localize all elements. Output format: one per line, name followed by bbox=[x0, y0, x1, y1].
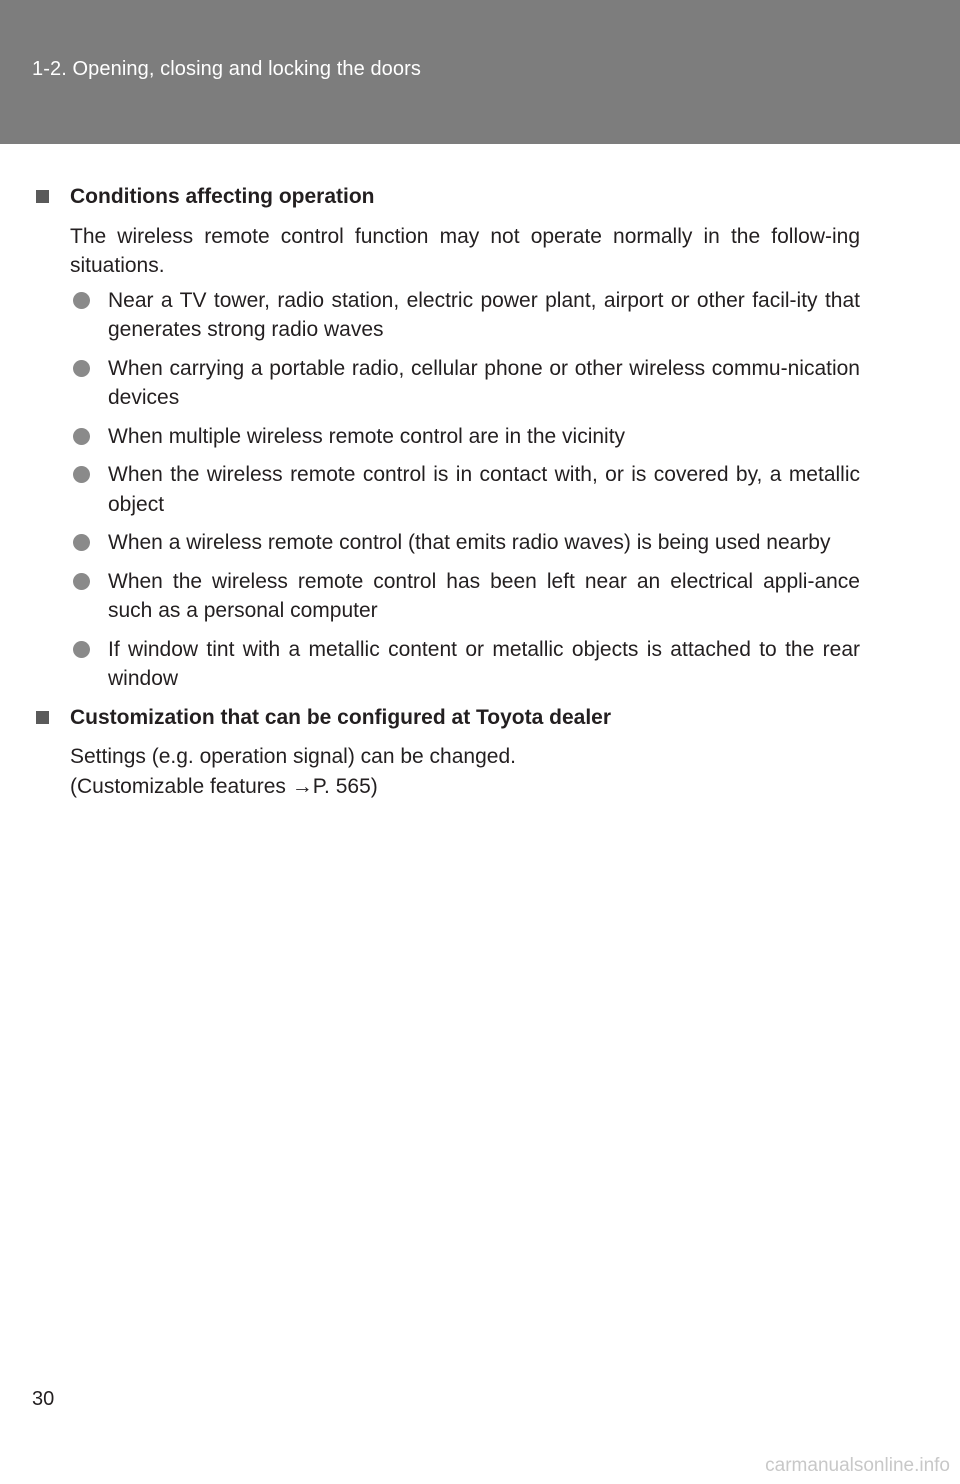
section-heading-conditions: Conditions affecting operation bbox=[36, 182, 860, 212]
customization-text bbox=[70, 742, 860, 801]
list-item: When multiple wireless remote control are in the vicinity bbox=[70, 422, 860, 452]
list-item: If window tint with a metallic content or metallic objects is attached to the rear window bbox=[70, 635, 860, 694]
list-item: When the wireless remote control is in contact with, or is covered by, a metallic object bbox=[70, 460, 860, 519]
list-item: When a wireless remote control (that emits radio waves) is being used nearby bbox=[70, 528, 860, 558]
bullet-dot-icon bbox=[73, 534, 90, 551]
bullet-dot-icon bbox=[73, 641, 90, 658]
conditions-list bbox=[70, 286, 860, 694]
page-content bbox=[70, 182, 860, 806]
customization-line-2: (Customizable features →P. 565) bbox=[70, 774, 378, 798]
watermark: carmanualsonline.info bbox=[765, 1455, 950, 1476]
section-heading-customization: Customization that can be configured at Toyota dealer bbox=[36, 703, 860, 733]
list-item: When carrying a portable radio, cellular phone or other wireless commu-nication devices bbox=[70, 354, 860, 413]
bullet-dot-icon bbox=[73, 466, 90, 483]
square-bullet-icon bbox=[36, 711, 49, 724]
customization-line-1: Settings (e.g. operation signal) can be changed. bbox=[70, 745, 516, 768]
bullet-dot-icon bbox=[73, 573, 90, 590]
list-item: When the wireless remote control has been left near an electrical appli-ance such as a personal computer bbox=[70, 567, 860, 626]
conditions-intro: The wireless remote control function may not operate normally in the follow-ing situations. bbox=[70, 224, 860, 277]
bullet-dot-icon bbox=[73, 292, 90, 309]
page-number: 30 bbox=[32, 1388, 55, 1410]
header-band bbox=[0, 0, 960, 144]
bullet-dot-icon bbox=[73, 360, 90, 377]
bullet-dot-icon bbox=[73, 428, 90, 445]
square-bullet-icon bbox=[36, 190, 49, 203]
chapter-title: 1-2. Opening, closing and locking the doors bbox=[32, 58, 421, 80]
list-item: Near a TV tower, radio station, electric power plant, airport or other facil-ity that generates strong radio waves bbox=[70, 286, 860, 345]
